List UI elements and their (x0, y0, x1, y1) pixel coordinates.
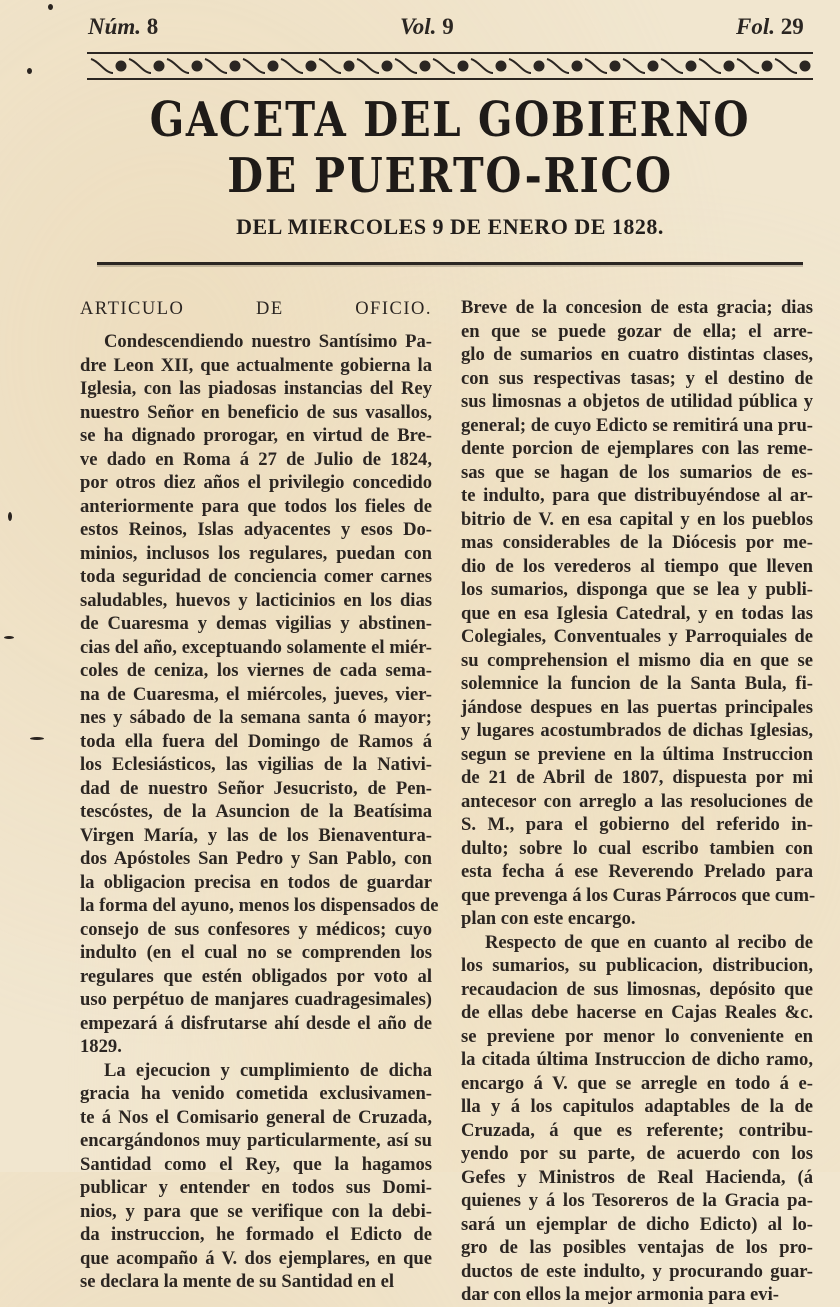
ornament-flower (725, 62, 734, 71)
ornament-scroll (205, 59, 227, 73)
ornament-flower (155, 62, 164, 71)
text-line: estos Reinos, Islas adyacentes y esos Do- (80, 519, 432, 540)
text-line: encargo á V. que se arregle en todo á e- (461, 1072, 813, 1094)
issue-number-value: 8 (146, 14, 159, 39)
text-line: la citada última Instruccion de dicho ramo, (461, 1049, 813, 1070)
ink-speck (4, 636, 14, 639)
text-line: dente porcion de ejemplares con las reme- (461, 438, 813, 459)
text-line: jándose despues en las puertas principales (461, 696, 813, 718)
text-line: solemnice la funcion de la Santa Bula, fi- (461, 673, 813, 694)
text-line: cias del año, exceptuando solamente el miér- (80, 636, 432, 658)
text-line: S. M., para el gobierno del referido in- (461, 814, 813, 835)
ornament-scroll (699, 59, 721, 73)
ornament-flower (611, 62, 620, 71)
text-line: 1829. (80, 1036, 122, 1057)
text-line: toda ella fuera del Domingo de Ramos á (80, 730, 432, 752)
text-line: nios, y para que se verifique con la debi- (80, 1200, 432, 1222)
text-line: Respecto de que en cuanto al recibo de (485, 931, 813, 953)
ornament-scroll (243, 59, 265, 73)
right-column-text (461, 296, 816, 1307)
ink-speck (48, 4, 53, 10)
text-line: nuestro Señor en beneficio de sus vasallos, (80, 401, 432, 423)
text-line: se ha dignado prorogar, en virtud de Bre- (80, 425, 432, 446)
text-line: toda seguridad de conciencia comer carnes (80, 566, 432, 587)
left-column-text (80, 330, 439, 1294)
text-line: dar con ellos la mejor armonia para evi- (461, 1284, 779, 1305)
ornament-scroll (547, 59, 569, 73)
ornament-scroll (585, 59, 607, 73)
ornament-flower (193, 62, 202, 71)
ornament-flower (573, 62, 582, 71)
text-line: se previene por menor lo conveniente en (461, 1025, 813, 1047)
text-line: anteriormente para que todos los fieles de (80, 495, 432, 517)
ornament-scroll (737, 59, 759, 73)
ornament-flower (269, 62, 278, 71)
ornament-scroll (471, 59, 493, 73)
text-line: que en esa Iglesia Catedral, y en todas las (461, 602, 813, 624)
text-line: Santidad como el Rey, que la hagamos (80, 1153, 432, 1175)
text-line: encargándonos muy particularmente, así su (80, 1130, 432, 1151)
ornament-flower (231, 62, 240, 71)
folio-label: Fol. (736, 14, 775, 39)
text-line: recaudacion de sus limosnas, depósito que (461, 978, 813, 1000)
ornament-scroll (623, 59, 645, 73)
text-line: te á Nos el Comisario general de Cruzada, (80, 1106, 432, 1128)
issue-number (88, 14, 158, 40)
folio-value: 29 (780, 14, 804, 39)
text-line: de 21 de Abril de 1807, dispuesta por mi (461, 767, 813, 788)
text-line: consejo de sus confesores y médicos; cuyo (80, 918, 432, 940)
ornament-flower (117, 62, 126, 71)
right-column (461, 296, 816, 1307)
volume-label: Vol. (400, 14, 437, 39)
volume-value: 9 (442, 14, 454, 39)
ornament-scroll (167, 59, 189, 73)
ornament-flower (497, 62, 506, 71)
text-line: en que se puede gozar de ella; el arre- (461, 320, 813, 342)
ornament-scroll (281, 59, 303, 73)
ornament-scroll (395, 59, 417, 73)
ornament-flower (421, 62, 430, 71)
volume-number (400, 14, 454, 40)
text-line: dulto; sobre lo cual escribo tambien con (461, 837, 813, 859)
text-line: quienes y á los Tesoreros de la Gracia pa- (461, 1190, 813, 1211)
text-line: antecesor con arreglo a las resoluciones de (461, 790, 813, 812)
ornamental-border (85, 51, 815, 81)
text-line: Condescendiendo nuestro Santísimo Pa- (104, 331, 432, 352)
text-line: saludables, huevos y lacticinios en los dias (80, 589, 432, 611)
text-line: Breve de la concesion de esta gracia; dias (461, 297, 813, 318)
ornament-scroll (357, 59, 379, 73)
text-line: uso perpétuo de manjares cuadragesimales) (80, 989, 432, 1010)
text-line: Virgen María, y las de los Bienaventura- (80, 824, 432, 846)
ornament-scroll (91, 59, 113, 73)
text-line: los Eclesiásticos, las vigilias de la Nativi- (80, 754, 432, 775)
text-line: Cruzada, á que es referente; contribu- (461, 1119, 813, 1141)
text-line: tescóstes, de la Asuncion de la Beatísima (80, 801, 432, 822)
ornament-flower (763, 62, 772, 71)
text-line: general; de cuyo Edicto se remitirá una pru- (461, 414, 813, 436)
ornament-flower (345, 62, 354, 71)
text-line: su comprehension el mismo dia en que se (461, 649, 813, 671)
issue-number-label: Núm. (88, 14, 142, 39)
text-line: bitrio de V. en esa capital y en los pueblos (461, 508, 813, 530)
text-line: indulto (en el cual no se comprenden los (80, 942, 432, 963)
text-line: los sumarios, su publicacion, distribucion, (461, 955, 813, 976)
left-column (80, 296, 439, 1294)
ink-speck (27, 68, 32, 74)
text-line: yendo por su parte, de acuerdo con los (461, 1143, 813, 1164)
ornament-flower (307, 62, 316, 71)
masthead-title-line2: DE PUERTO-RICO (227, 148, 673, 204)
masthead-dateline: DEL MIERCOLES 9 DE ENERO DE 1828. (236, 214, 664, 239)
text-line: de Cuaresma y demas vigilias y abstinen- (80, 613, 432, 634)
text-line: Colegiales, Conventuales y Parroquiales de (461, 626, 813, 647)
text-line: La ejecucion y cumplimiento de dicha (104, 1059, 432, 1081)
text-line: se declara la mente de su Santidad en el (80, 1271, 395, 1292)
text-line: minios, inclusos los regulares, puedan con (80, 542, 432, 564)
text-line: sas que se hagan de los sumarios de es- (461, 461, 813, 483)
ornament-flower (535, 62, 544, 71)
text-line: da instruccion, he formado el Edicto de (80, 1224, 432, 1245)
text-line: Gefes y Ministros de Real Hacienda, (á (461, 1166, 813, 1188)
text-line: esta fecha á ese Reverendo Prelado para (461, 861, 813, 882)
text-line: gracia ha venido cometida exclusivamen- (80, 1083, 432, 1104)
ornament-flower (801, 62, 810, 71)
text-line: que acompaño á V. dos ejemplares, en que (80, 1247, 432, 1269)
ink-speck (30, 737, 44, 740)
text-line: glo de sumarios en cuatro distintas clases, (461, 344, 813, 365)
text-line: empezará á disfrutarse ahí desde el año de (80, 1012, 432, 1034)
text-line: con sus respectivas tasas; y el destino de (461, 367, 813, 389)
article-heading: ARTICULO DE OFICIO. (80, 299, 432, 319)
folio-number (736, 14, 804, 40)
text-line: y lugares acostumbrados de dichas Iglesias, (461, 720, 813, 741)
text-line: por otros diez años el privilegio concedido (80, 472, 432, 493)
ornament-flower (687, 62, 696, 71)
text-line: la forma del ayuno, menos los dispensados de (80, 895, 439, 916)
ornament-scroll (129, 59, 151, 73)
text-line: ve dado en Roma á 27 de Julio de 1824, (80, 448, 432, 470)
text-line: dos Apóstoles San Pedro y San Pablo, con (80, 848, 432, 869)
text-line: nes y sábado de la semana santa ó mayor; (80, 707, 432, 728)
text-line: dad de nuestro Señor Jesucristo, de Pen- (80, 777, 432, 799)
ornament-scroll (661, 59, 683, 73)
text-line: plan con este encargo. (461, 908, 636, 929)
text-line: na de Cuaresma, el miércoles, jueves, vier- (80, 683, 432, 705)
text-line: te indulto, para que distribuyéndose al ar- (461, 485, 813, 506)
ornament-scroll (775, 59, 797, 73)
text-line: que prevenga á los Curas Párrocos que cum- (461, 884, 816, 906)
text-line: regulares que estén obligados por voto al (80, 965, 432, 987)
text-line: sará un ejemplar de dicho Edicto) al lo- (461, 1213, 813, 1235)
ink-speck (8, 512, 12, 521)
ornament-flower (459, 62, 468, 71)
text-line: de ellas debe hacerse en Cajas Reales &c. (461, 1002, 813, 1023)
text-line: gro de las posibles ventajas de los pro- (461, 1237, 813, 1258)
text-line: ductos de este indulto, y procurando guar- (461, 1260, 813, 1282)
text-line: publicar y entender en todos sus Domi- (80, 1177, 432, 1198)
text-line: lla y á los capitulos adaptables de la de (461, 1096, 813, 1117)
masthead-title-line1: GACETA DEL GOBIERNO (149, 92, 751, 148)
ornament-scroll (319, 59, 341, 73)
ornament-flower (383, 62, 392, 71)
masthead-divider (97, 262, 803, 265)
text-line: Iglesia, con las piadosas instancias del Rey (80, 378, 432, 399)
text-line: coles de ceniza, los viernes de cada sema- (80, 660, 432, 681)
text-line: segun se previene en la última Instruccion (461, 743, 813, 765)
text-line: los sumarios, disponga que se lea y publi- (461, 579, 813, 600)
ornament-scroll (433, 59, 455, 73)
text-line: sus limosnas a objetos de utilidad pública y (461, 391, 813, 412)
text-line: la obligacion precisa en todos de guardar (80, 871, 432, 893)
text-line: dio de los verederos al tiempo que lleven (461, 555, 813, 577)
ornament-scroll (509, 59, 531, 73)
text-line: mas considerables de la Diócesis por me- (461, 532, 813, 553)
ornament-flower (649, 62, 658, 71)
text-line: dre Leon XII, que actualmente gobierna la (80, 354, 432, 376)
